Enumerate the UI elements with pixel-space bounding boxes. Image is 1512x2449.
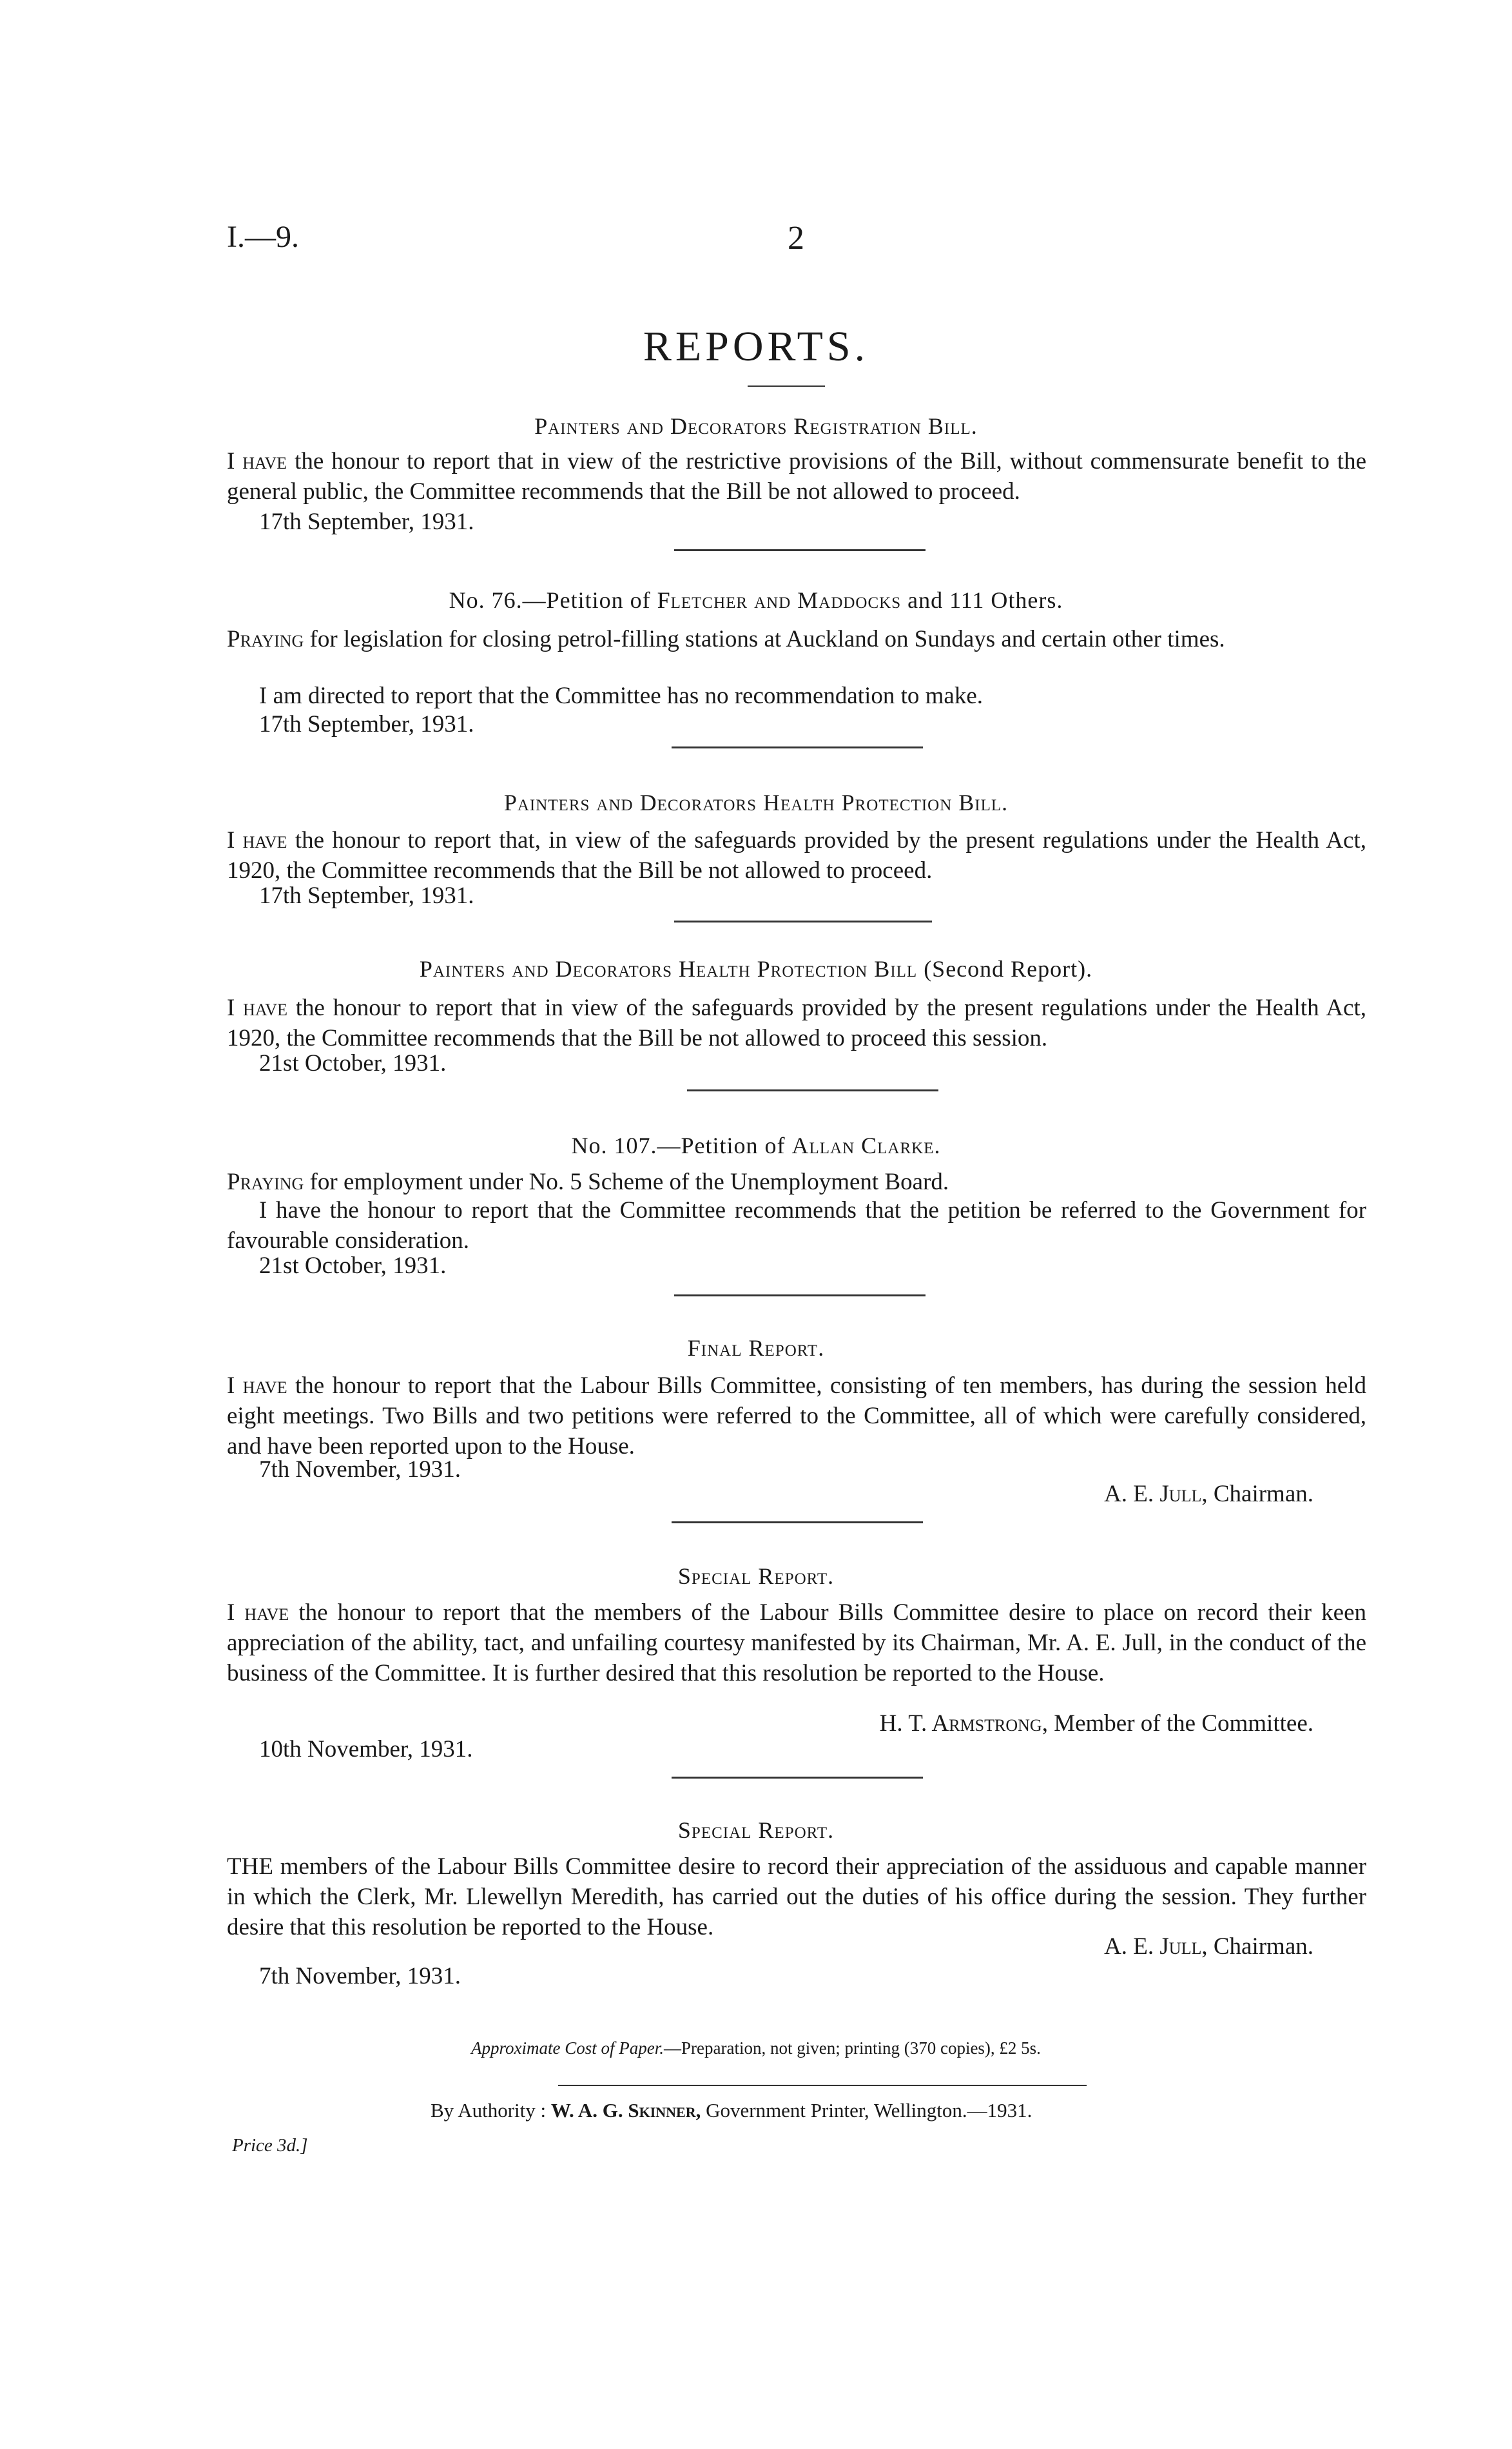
bill-name: Painters and Decorators Health Protection Bill [419, 956, 918, 982]
cost-text: —Preparation, not given; printing (370 copies), £2 5s. [664, 2038, 1041, 2058]
petitioner-names: Allan Clarke. [791, 1133, 941, 1158]
signatory-name: A. E. Jull, [1104, 1933, 1208, 1960]
body-text: members of the Labour Bills Committee desire to record their appreciation of the assiduous and capable manner in which the Clerk, Mr. Llewellyn Meredith, has carried out the duties of his office during the session. They further desire that this resolution be reported to the House. [227, 1853, 1366, 1940]
signatory-role: Chairman. [1213, 1933, 1313, 1960]
body-text: the honour to report that in view of the safeguards provided by the present regulations under the Health Act, 1920, the Committee recommends that the Bill be not allowed to proceed this session. [227, 995, 1366, 1051]
report-suffix: (Second Report). [924, 956, 1093, 982]
section-title-registration-bill: Painters and Decorators Registration Bill. [534, 413, 978, 439]
section-date: 10th November, 1931. [259, 1736, 473, 1762]
section-divider [674, 921, 932, 922]
section-body-health-protection-second [227, 993, 1366, 1053]
parliamentary-paper-reference: I.—9. [227, 220, 299, 254]
cost-of-paper-note [0, 2038, 1512, 2058]
lead-word: I have [227, 1372, 287, 1399]
section-date: 21st October, 1931. [259, 1253, 447, 1279]
signatory-role: Chairman. [1213, 1481, 1313, 1507]
signatory-role: Member of the Committee. [1054, 1710, 1313, 1737]
signature-member [880, 1710, 1313, 1737]
authority-suffix: Government Printer, Wellington.—1931. [706, 2099, 1032, 2122]
section-date: 17th September, 1931. [259, 509, 474, 535]
printer-name: W. A. G. Skinner, [550, 2099, 701, 2122]
body-text: the honour to report that the members of the Labour Bills Committee desire to place on record their keen appreciation of the ability, tact, and unfailing courtesy manifested by its Chairman, Mr. A. E. Jull, in the conduct of the business of the Committee. It is further desired that this resolution be reported to the House. [227, 1599, 1366, 1686]
signature-chairman [1104, 1933, 1313, 1960]
committee-response: I have the honour to report that the Committee recommends that the petition be referred to the Government for favourable consideration. [227, 1197, 1366, 1254]
section-title-special-report-1: Special Report. [677, 1563, 835, 1589]
petition-number: No. 107.—Petition of [571, 1133, 786, 1158]
section-date: 17th September, 1931. [259, 711, 474, 737]
lead-word: I have [227, 995, 287, 1021]
lead-word: I have [227, 448, 287, 474]
authority-prefix: By Authority : [431, 2099, 547, 2122]
petition-number: No. 76.—Petition of [449, 587, 651, 613]
signatory-name: H. T. Armstrong, [879, 1710, 1048, 1737]
section-date: 7th November, 1931. [259, 1963, 461, 1989]
lead-word: Praying [227, 1169, 304, 1195]
section-divider [672, 746, 923, 748]
petitioner-names: Fletcher and Maddocks [657, 587, 902, 613]
body-text: the honour to report that, in view of the safeguards provided by the present regulations under the Health Act, 1920, the Committee recommends that the Bill be not allowed to proceed. [227, 827, 1366, 884]
body-text: for employment under No. 5 Scheme of the Unemployment Board. [304, 1169, 949, 1195]
section-title-health-protection-second [0, 955, 1512, 982]
body-text: the honour to report that in view of the restrictive provisions of the Bill, without commensurate benefit to the general public, the Committee recommends that the Bill be not allowed to proceed. [227, 448, 1366, 505]
lead-word: I have [227, 1599, 289, 1626]
section-body-petition-76 [227, 624, 1366, 654]
section-date: 17th September, 1931. [259, 883, 474, 909]
section-divider [672, 1521, 923, 1523]
section-body-petition-107 [227, 1167, 1366, 1197]
lead-word: Praying [227, 626, 304, 652]
section-divider [672, 1777, 923, 1779]
lead-word: I have [227, 827, 287, 854]
title-rule [748, 385, 825, 387]
section-title-health-protection-bill: Painters and Decorators Health Protection Bill. [503, 790, 1009, 815]
page-title: REPORTS. [643, 323, 869, 370]
signatory-name: A. E. Jull, [1104, 1481, 1208, 1507]
section-date: 7th November, 1931. [259, 1456, 461, 1483]
petition-suffix: and 111 Others. [907, 587, 1063, 613]
page-number: 2 [788, 220, 804, 257]
lead-word: THE [227, 1853, 273, 1880]
body-text: the honour to report that the Labour Bills Committee, consisting of ten members, has during the session held eight meetings. Two Bills and two petitions were referred to the Committee, all of which were carefully considered, and have been reported upon to the House. [227, 1372, 1367, 1459]
section-date: 21st October, 1931. [259, 1050, 447, 1077]
section-divider [687, 1089, 938, 1091]
section-body-special-report-2 [227, 1851, 1366, 1942]
section-body-registration-bill [227, 446, 1366, 507]
section-body-final-report [227, 1371, 1366, 1461]
section-title-special-report-2: Special Report. [677, 1817, 835, 1843]
section-title-petition-107 [0, 1132, 1512, 1159]
footer-rule [558, 2085, 1087, 2086]
section-body-special-report-1 [227, 1597, 1366, 1688]
signature-chairman [1104, 1480, 1313, 1508]
section-title-final-report: Final Report. [687, 1335, 825, 1361]
body-text: for legislation for closing petrol-filling stations at Auckland on Sundays and certain other times. [304, 626, 1225, 652]
section-divider [674, 549, 926, 551]
price-note: Price 3d.] [232, 2135, 308, 2156]
section-title-petition-76 [0, 587, 1512, 614]
cost-label: Approximate Cost of Paper. [471, 2038, 664, 2058]
section-body-health-protection-bill [227, 825, 1366, 886]
printer-authority [431, 2099, 1032, 2122]
committee-response: I am directed to report that the Committee has no recommendation to make. [259, 683, 984, 709]
section-divider [674, 1294, 926, 1296]
